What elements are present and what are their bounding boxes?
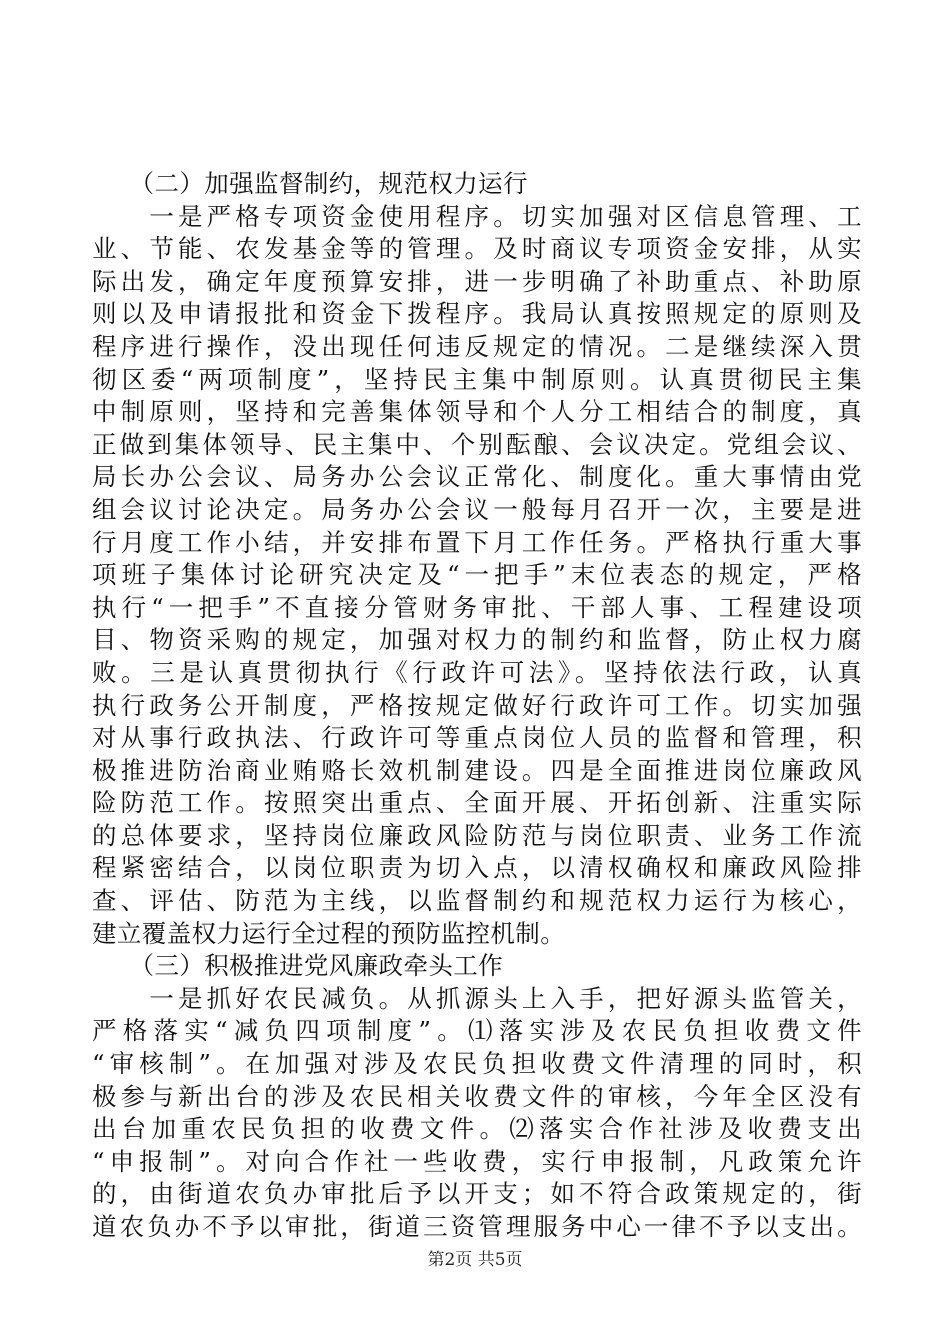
- paragraph-line: 组会议讨论决定。局务办公会议一般每月召开一次，主要是进: [92, 494, 862, 524]
- paragraph-line: 严格落实“减负四项制度”。⑴落实涉及农民负担收费文件: [92, 1016, 862, 1046]
- page-footer: [0, 1245, 950, 1270]
- paragraph-line: 业、节能、农发基金等的管理。及时商议专项资金安排，从实: [92, 234, 862, 264]
- paragraph-line: 一是抓好农民减负。从抓源头上入手，把好源头监管关，: [92, 983, 862, 1013]
- paragraph-line: 则以及申请报批和资金下拨程序。我局认真按照规定的原则及: [92, 299, 862, 329]
- paragraph-line: 项班子集体讨论研究决定及“一把手”末位表态的规定，严格: [92, 560, 862, 590]
- paragraph-line: 行月度工作小结，并安排布置下月工作任务。严格执行重大事: [92, 527, 862, 557]
- paragraph-line: 的，由街道农负办审批后予以开支；如不符合政策规定的，街: [92, 1179, 862, 1209]
- paragraph-line: 际出发，确定年度预算安排，进一步明确了补助重点、补助原: [92, 266, 862, 296]
- paragraph-line: 极参与新出台的涉及农民相关收费文件的审核，今年全区没有: [92, 1081, 862, 1111]
- paragraph-line: 中制原则，坚持和完善集体领导和个人分工相结合的制度，真: [92, 397, 862, 427]
- paragraph-line: 建立覆盖权力运行全过程的预防监控机制。: [92, 918, 566, 948]
- paragraph-line: 执行“一把手”不直接分管财务审批、干部人事、工程建设项: [92, 592, 862, 622]
- paragraph-line: 正做到集体领导、民主集中、个别酝酿、会议决定。党组会议、: [92, 429, 862, 459]
- paragraph-line: 败。三是认真贯彻执行《行政许可法》。坚持依法行政，认真: [92, 657, 862, 687]
- paragraph-line: 极推进防治商业贿赂长效机制建设。四是全面推进岗位廉政风: [92, 755, 862, 785]
- paragraph-line: “审核制”。在加强对涉及农民负担收费文件清理的同时，积: [92, 1049, 862, 1079]
- paragraph-line: 出台加重农民负担的收费文件。⑵落实合作社涉及收费支出: [92, 1114, 862, 1144]
- page-number-label: 第2页 共5页: [427, 1250, 523, 1270]
- document-body: [92, 168, 862, 1244]
- paragraph-line: 程紧密结合，以岗位职责为切入点，以清权确权和廉政风险排: [92, 853, 862, 883]
- paragraph-line: 险防范工作。按照突出重点、全面开展、开拓创新、注重实际: [92, 788, 862, 818]
- paragraph-line: 局长办公会议、局务办公会议正常化、制度化。重大事情由党: [92, 462, 862, 492]
- paragraph-line: 执行政务公开制度，严格按规定做好行政许可工作。切实加强: [92, 690, 862, 720]
- paragraph-line: “申报制”。对向合作社一些收费，实行申报制，凡政策允许: [92, 1146, 862, 1176]
- paragraph-line: 一是严格专项资金使用程序。切实加强对区信息管理、工: [92, 201, 862, 231]
- section-heading-3: （三）积极推进党风廉政牵头工作: [92, 951, 504, 981]
- paragraph-line: 目、物资采购的规定，加强对权力的制约和监督，防止权力腐: [92, 625, 862, 655]
- section-heading-2: （二）加强监督制约，规范权力运行: [92, 169, 528, 198]
- paragraph-line: 查、评估、防范为主线，以监督制约和规范权力运行为核心，: [92, 886, 862, 916]
- paragraph-line: 程序进行操作，没出现任何违反规定的情况。二是继续深入贯: [92, 331, 862, 361]
- paragraph-line: 彻区委“两项制度”，坚持民主集中制原则。认真贯彻民主集: [92, 364, 862, 394]
- paragraph-line: 道农负办不予以审批，街道三资管理服务中心一律不予以支出。: [92, 1212, 862, 1241]
- paragraph-line: 的总体要求，坚持岗位廉政风险防范与岗位职责、业务工作流: [92, 820, 862, 850]
- paragraph-line: 对从事行政执法、行政许可等重点岗位人员的监督和管理，积: [92, 723, 862, 753]
